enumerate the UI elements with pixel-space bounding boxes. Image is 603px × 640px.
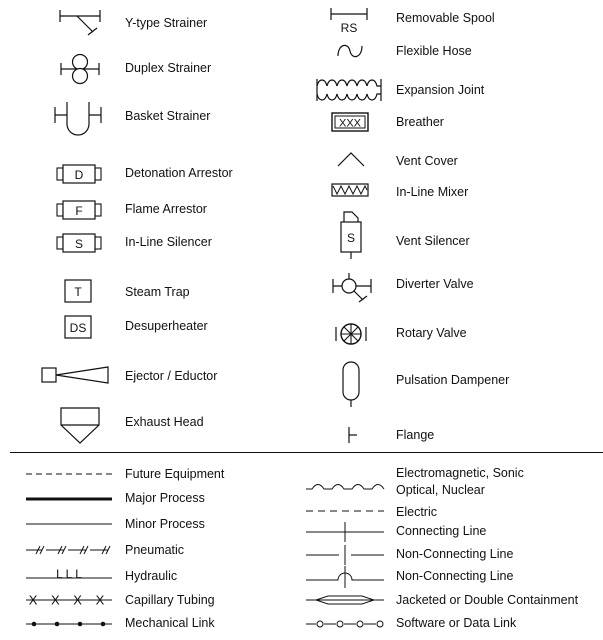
basket-strainer-label: Basket Strainer — [125, 109, 211, 123]
ejector-eductor-icon — [40, 363, 112, 389]
removable-spool-label: Removable Spool — [396, 11, 495, 25]
jacketed-line-label: Jacketed or Double Containment — [396, 593, 579, 607]
non-connecting-line-gap-label: Non-Connecting Line — [396, 547, 514, 561]
hydraulic-label: Hydraulic — [125, 569, 178, 583]
software-data-link-line — [304, 617, 386, 631]
connecting-line-label: Connecting Line — [396, 524, 487, 538]
exhaust-head-label: Exhaust Head — [125, 415, 204, 429]
minor-process-label: Minor Process — [125, 517, 205, 531]
expansion-joint-label: Expansion Joint — [396, 83, 485, 97]
flame-arrestor-code: F — [75, 204, 83, 218]
steam-trap-icon — [63, 278, 93, 304]
inline-silencer-code: S — [74, 237, 84, 251]
inline-silencer-icon — [55, 232, 103, 254]
detonation-arrestor-icon — [55, 163, 103, 185]
breather-code: XXX — [338, 117, 362, 130]
duplex-strainer-label: Duplex Strainer — [125, 61, 212, 75]
jacketed-line — [304, 592, 386, 608]
removable-spool-icon — [328, 5, 370, 35]
vent-cover-label: Vent Cover — [396, 154, 458, 168]
hydraulic-marks: L L L — [56, 567, 82, 581]
electromagnetic-line — [304, 481, 386, 497]
inline-mixer-icon — [330, 182, 370, 198]
expansion-joint-icon — [314, 75, 384, 105]
steam-trap-label: Steam Trap — [125, 285, 190, 299]
mechanical-link-label: Mechanical Link — [125, 616, 215, 630]
capillary-tubing-line — [24, 591, 114, 609]
rotary-valve-label: Rotary Valve — [396, 326, 467, 340]
ejector-eductor-label: Ejector / Eductor — [125, 369, 218, 383]
mechanical-link-line — [24, 617, 114, 631]
capillary-tubing-label: Capillary Tubing — [125, 593, 215, 607]
non-connecting-line-hop — [304, 564, 386, 590]
flame-arrestor-icon — [55, 199, 103, 221]
flange-icon — [344, 424, 360, 446]
steam-trap-code: T — [74, 285, 82, 299]
diverter-valve-label: Diverter Valve — [396, 277, 474, 291]
hydraulic-line — [24, 566, 114, 584]
breather-icon — [330, 111, 370, 133]
major-process-label: Major Process — [125, 491, 205, 505]
section-divider — [10, 452, 603, 453]
minor-process-line — [24, 518, 114, 530]
vent-silencer-icon — [338, 208, 364, 260]
flange-label: Flange — [396, 428, 435, 442]
vent-silencer-label: Vent Silencer — [396, 234, 470, 248]
inline-silencer-label: In-Line Silencer — [125, 235, 212, 249]
detonation-arrestor-code: D — [74, 168, 84, 182]
pulsation-dampener-icon — [339, 360, 363, 408]
desuperheater-label: Desuperheater — [125, 319, 208, 333]
flame-arrestor-label: Flame Arrestor — [125, 202, 207, 216]
detonation-arrestor-label: Detonation Arrestor — [125, 166, 233, 180]
future-equipment-label: Future Equipment — [125, 467, 225, 481]
duplex-strainer-icon — [58, 52, 102, 86]
exhaust-head-icon — [58, 405, 102, 447]
non-connecting-line-hop-label: Non-Connecting Line — [396, 569, 514, 583]
electric-line — [304, 505, 386, 517]
pneumatic-line — [24, 543, 114, 557]
connecting-line — [304, 520, 386, 544]
vent-cover-icon — [335, 148, 367, 170]
inline-mixer-label: In-Line Mixer — [396, 185, 469, 199]
y-type-strainer-label: Y-type Strainer — [125, 16, 208, 30]
desuperheater-icon — [63, 314, 93, 340]
diverter-valve-icon — [330, 270, 374, 304]
flexible-hose-icon — [334, 38, 366, 64]
electric-label: Electric — [396, 505, 437, 519]
vent-silencer-code: S — [346, 231, 356, 245]
flexible-hose-label: Flexible Hose — [396, 44, 472, 58]
rotary-valve-icon — [333, 318, 369, 350]
desuperheater-code: DS — [69, 321, 87, 335]
electromagnetic-label-line2: Optical, Nuclear — [396, 483, 485, 497]
removable-spool-code: RS — [340, 21, 358, 35]
basket-strainer-icon — [52, 100, 104, 140]
breather-label: Breather — [396, 115, 444, 129]
software-data-link-label: Software or Data Link — [396, 616, 517, 630]
capillary-tubing-marks: X X X X — [28, 592, 110, 608]
pneumatic-label: Pneumatic — [125, 543, 185, 557]
y-type-strainer-icon — [55, 6, 105, 38]
future-equipment-line — [24, 468, 114, 480]
pulsation-dampener-label: Pulsation Dampener — [396, 373, 510, 387]
electromagnetic-label-line1: Electromagnetic, Sonic — [396, 466, 524, 480]
major-process-line — [24, 493, 114, 505]
